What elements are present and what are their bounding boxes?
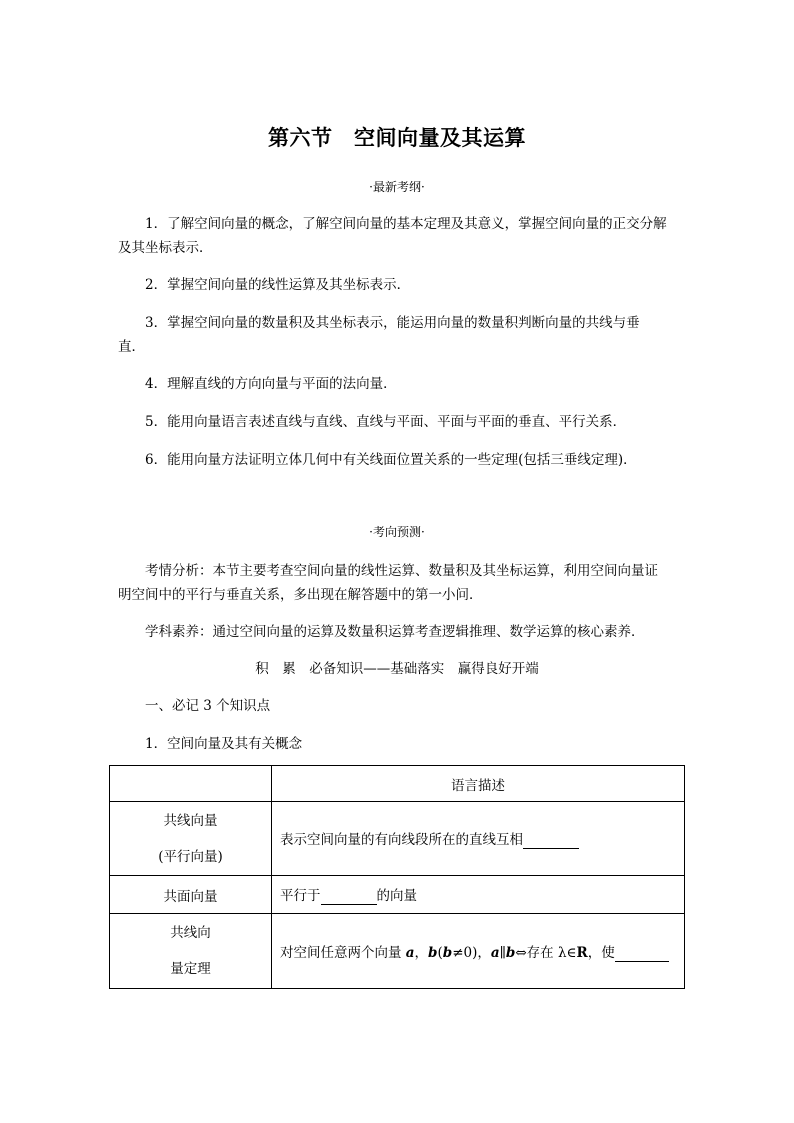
collinear-theorem-name-line-1: 共线向	[170, 925, 211, 941]
collinear-theorem-name-line-2: 量定理	[170, 961, 211, 977]
accumulate-heading: 积 累 必备知识——基础落实 赢得良好开端	[255, 661, 539, 677]
collinear-theorem-name	[110, 914, 272, 989]
collinear-vector-name-line-1: 共线向量	[163, 812, 218, 829]
syllabus-heading: ·最新考纲·	[369, 180, 425, 194]
syllabus-item-6: 6．能用向量方法证明立体几何中有关线面位置关系的一些定理(包括三垂线定理)．	[145, 452, 637, 468]
forecast-heading: ·考向预测·	[369, 525, 425, 539]
syllabus-item-4: 4．理解直线的方向向量与平面的法向量．	[145, 376, 397, 392]
coplanar-vector-name: 共面向量	[110, 876, 272, 914]
forecast-analysis-line-1: 考情分析：本节主要考查空间向量的线性运算、数量积及其坐标运算，利用空间向量证	[145, 563, 658, 579]
concept-table	[109, 765, 685, 989]
syllabus-item-3-line-2: 直．	[118, 339, 145, 355]
vector-a-2: a	[490, 944, 500, 961]
syllabus-item-2: 2．掌握空间向量的线性运算及其坐标表示．	[145, 277, 411, 293]
collinear-vector-name-line-2: (平行向量)	[158, 848, 223, 865]
syllabus-item-3-line-1: 3．掌握空间向量的数量积及其坐标表示，能运用向量的数量积判断向量的共线与垂	[145, 315, 640, 331]
parallel-symbol: ∥	[499, 944, 506, 961]
table-row	[110, 802, 685, 876]
theorem-text-a: 对空间任意两个向量	[280, 944, 406, 961]
theorem-paren: (	[437, 944, 443, 961]
table-header-description: 语言描述	[272, 766, 685, 802]
theorem-sep: ，	[414, 944, 429, 961]
fill-blank-2	[321, 888, 377, 905]
subsection-1-heading: 1．空间向量及其有关概念	[145, 736, 303, 752]
real-set-symbol: R	[576, 944, 588, 961]
fill-blank-3	[615, 945, 669, 962]
theorem-text-c: ，使	[587, 944, 615, 961]
page-title: 第六节 空间向量及其运算	[268, 125, 526, 150]
forecast-analysis-line-2: 明空间中的平行与垂直关系，多出现在解答题中的第一小问．	[118, 587, 483, 603]
coplanar-text-before: 平行于	[280, 888, 321, 904]
fill-blank-1	[523, 832, 579, 849]
collinear-vector-description	[272, 802, 685, 876]
table-row	[110, 876, 685, 914]
table-header-empty-cell	[110, 766, 272, 802]
part-1-heading: 一、必记 3 个知识点	[145, 698, 271, 714]
collinear-theorem-description	[272, 914, 685, 989]
collinear-vector-name	[110, 802, 272, 876]
theorem-neq: ≠0)，	[452, 944, 491, 961]
vector-b-3: b	[505, 944, 516, 961]
syllabus-item-1-line-1: 1．了解空间向量的概念，了解空间向量的基本定理及其意义，掌握空间向量的正交分解	[145, 216, 667, 232]
syllabus-item-5: 5．能用向量语言表述直线与直线、直线与平面、平面与平面的垂直、平行关系．	[145, 414, 627, 430]
vector-b-condition: b	[442, 944, 453, 961]
coplanar-text-after: 的向量	[376, 888, 417, 904]
coplanar-vector-description	[272, 876, 685, 914]
forecast-literacy: 学科素养：通过空间向量的运算及数量积运算考查逻辑推理、数学运算的核心素养．	[145, 624, 645, 640]
table-row	[110, 914, 685, 989]
collinear-vector-text: 表示空间向量的有向线段所在的直线互相	[280, 832, 523, 848]
vector-b: b	[428, 944, 438, 961]
syllabus-item-1-line-2: 及其坐标表示．	[118, 240, 213, 256]
theorem-text-b: ⇔存在 λ∈	[515, 944, 577, 961]
table-header-row	[110, 766, 685, 802]
vector-a: a	[405, 944, 415, 961]
